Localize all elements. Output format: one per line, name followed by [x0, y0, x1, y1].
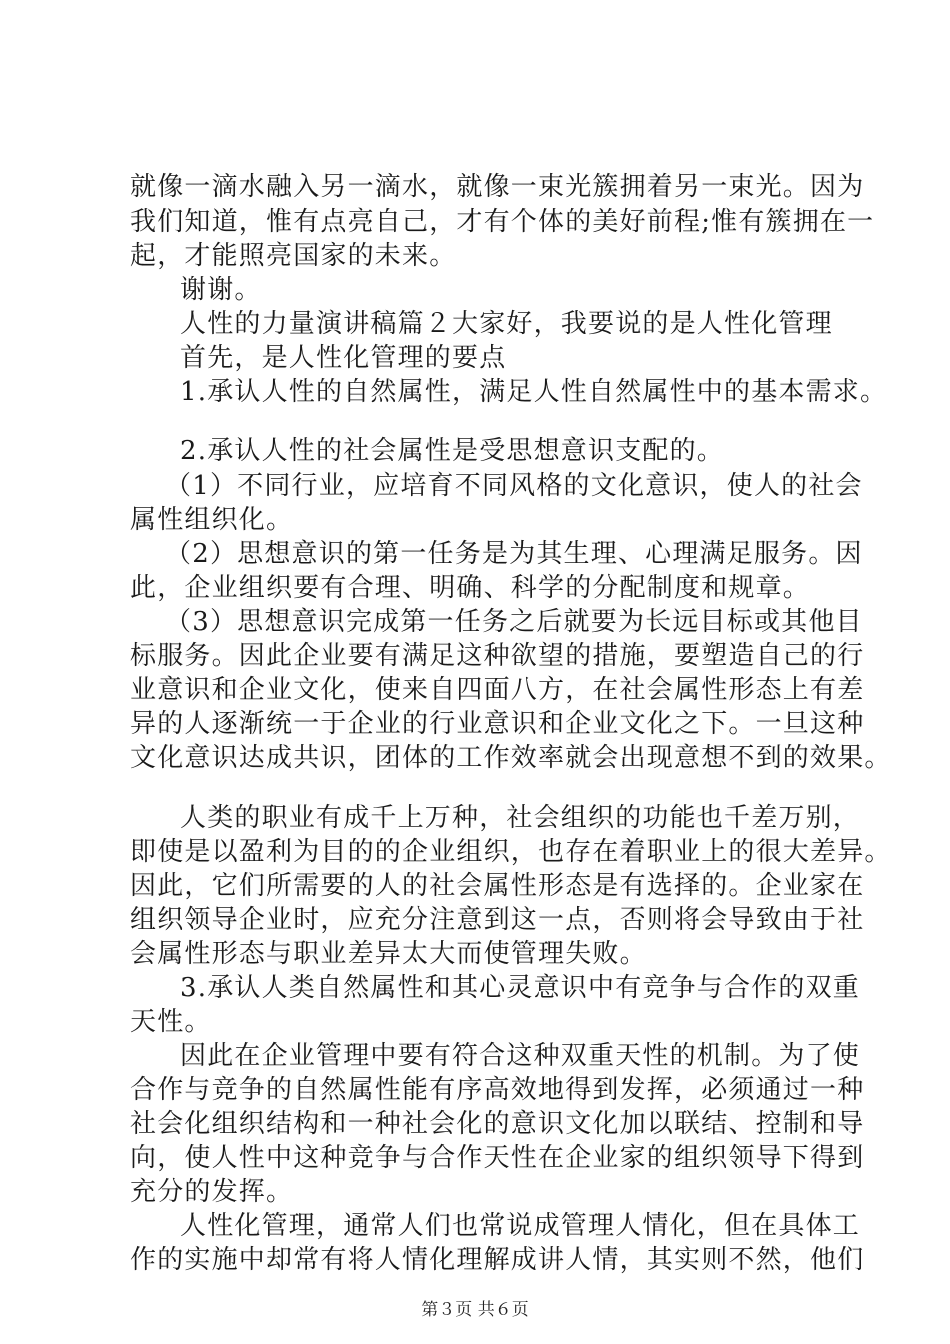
text-line: 异的人逐渐统一于企业的行业意识和企业文化之下。一旦这种: [130, 709, 865, 739]
text-line: 标服务。因此企业要有满足这种欲望的措施，要塑造自己的行: [130, 641, 865, 671]
text-line: 人性化管理，通常人们也常说成管理人情化，但在具体工: [180, 1211, 861, 1241]
text-line: 就像一滴水融入另一滴水，就像一束光簇拥着另一束光。因为: [130, 172, 865, 202]
text-line: 首先，是人性化管理的要点: [180, 343, 507, 373]
text-line: 2.承认人性的社会属性是受思想意识支配的。: [180, 436, 725, 466]
text-line: 我们知道，惟有点亮自己，才有个体的美好前程;惟有簇拥在一: [130, 207, 875, 237]
text-line: 因此在企业管理中要有符合这种双重天性的机制。为了使: [180, 1041, 861, 1071]
text-line: 业意识和企业文化，使来自四面八方，在社会属性形态上有差: [130, 675, 865, 705]
text-line: 3.承认人类自然属性和其心灵意识中有竞争与合作的双重: [180, 973, 861, 1003]
text-line: 合作与竞争的自然属性能有序高效地得到发挥，必须通过一种: [130, 1075, 865, 1105]
text-line: （1）不同行业，应培育不同风格的文化意识，使人的社会: [165, 471, 863, 501]
text-line: 1.承认人性的自然属性，满足人性自然属性中的基本需求。: [180, 377, 888, 407]
text-line: 人类的职业有成千上万种，社会组织的功能也千差万别，: [180, 803, 861, 833]
text-line: 因此，它们所需要的人的社会属性形态是有选择的。企业家在: [130, 871, 865, 901]
text-line: 此，企业组织要有合理、明确、科学的分配制度和规章。: [130, 573, 811, 603]
text-line: 即使是以盈利为目的的企业组织，也存在着职业上的很大差异。: [130, 837, 892, 867]
text-line: 谢谢。: [180, 275, 262, 305]
text-line: 人性的力量演讲稿篇２大家好，我要说的是人性化管理: [180, 309, 833, 339]
text-line: 组织领导企业时，应充分注意到这一点，否则将会导致由于社: [130, 905, 865, 935]
text-line: 向，使人性中这种竞争与合作天性在企业家的组织领导下得到: [130, 1143, 865, 1173]
text-line: （2）思想意识的第一任务是为其生理、心理满足服务。因: [165, 539, 863, 569]
text-line: 充分的发挥。: [130, 1177, 294, 1207]
text-line: 会属性形态与职业差异太大而使管理失败。: [130, 939, 647, 969]
text-line: 社会化组织结构和一种社会化的意识文化加以联结、控制和导: [130, 1109, 865, 1139]
text-line: 起，才能照亮国家的未来。: [130, 241, 457, 271]
text-line: 天性。: [130, 1007, 212, 1037]
text-line: （3）思想意识完成第一任务之后就要为长远目标或其他目: [165, 607, 863, 637]
text-line: 作的实施中却常有将人情化理解成讲人情，其实则不然，他们: [130, 1245, 865, 1275]
page-number-footer: 第３页 共６页: [421, 1300, 529, 1320]
text-line: 文化意识达成共识，团体的工作效率就会出现意想不到的效果。: [130, 743, 892, 773]
text-line: 属性组织化。: [130, 505, 294, 535]
